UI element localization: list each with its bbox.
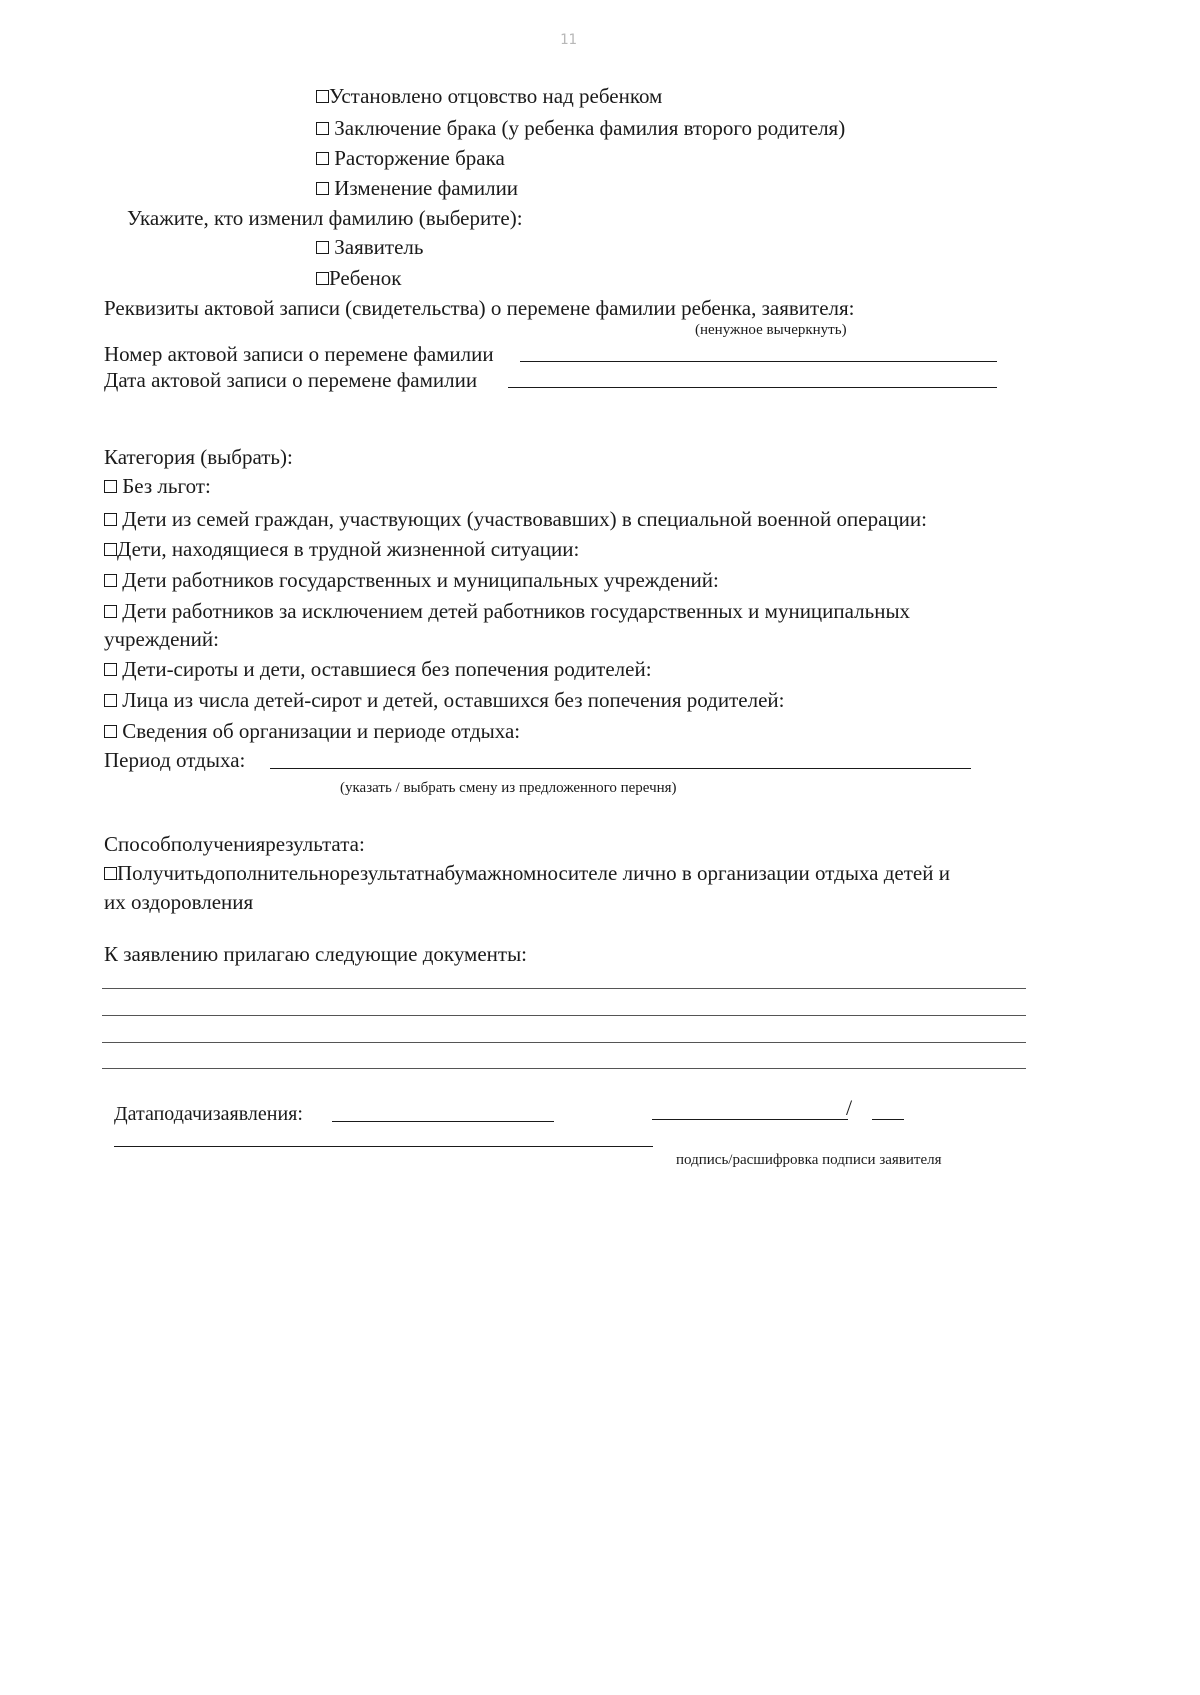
- rest-period-note: (указать / выбрать смену из предложенного перечня): [340, 780, 677, 796]
- result-method-option: [104, 860, 950, 886]
- record-details-title: Реквизиты актовой записи (свидетельства) о перемене фамилии ребенка, заявителя:: [104, 296, 855, 320]
- attached-docs-line-3[interactable]: [102, 1042, 1026, 1043]
- signature-slash: /: [846, 1095, 853, 1120]
- category-label: Сведения об организации и периоде отдыха:: [122, 719, 521, 743]
- attached-docs-line-4[interactable]: [102, 1068, 1026, 1069]
- category-title: Категория (выбрать):: [104, 445, 293, 469]
- category-no-benefits: [104, 473, 211, 499]
- attached-docs-line-2[interactable]: [102, 1015, 1026, 1016]
- category-state-employees: [104, 567, 719, 593]
- category-label: Дети работников за исключением детей работников государственных и муниципальных: [122, 599, 911, 623]
- result-method-continuation: их оздоровления: [104, 890, 254, 914]
- reason-label: Заключение брака (у ребенка фамилия второго родителя): [334, 116, 846, 140]
- reason-label: Изменение фамилии: [334, 176, 519, 200]
- category-organization-info: [104, 718, 520, 744]
- submission-date-label: Датаподачизаявления:: [114, 1103, 303, 1125]
- rest-period-field[interactable]: [270, 768, 971, 769]
- category-label: Дети-сироты и дети, оставшиеся без попечения родителей:: [122, 657, 652, 681]
- checkbox[interactable]: [316, 122, 329, 135]
- category-label: Дети, находящиеся в трудной жизненной ситуации:: [117, 537, 580, 561]
- category-difficult-situation: [104, 536, 579, 562]
- category-svo-families: [104, 506, 927, 532]
- option-child: [316, 265, 401, 291]
- category-label: Без льгот:: [122, 474, 211, 498]
- reason-label: Расторжение брака: [334, 146, 505, 170]
- attached-docs-line-1[interactable]: [102, 988, 1026, 989]
- rest-period-label: Период отдыха:: [104, 748, 246, 772]
- checkbox[interactable]: [104, 694, 117, 707]
- record-date-label: Дата актовой записи о перемене фамилии: [104, 368, 478, 392]
- reason-divorce: [316, 145, 505, 171]
- checkbox[interactable]: [104, 574, 117, 587]
- reason-surname-change: [316, 175, 518, 201]
- option-applicant: [316, 234, 423, 260]
- checkbox[interactable]: [316, 241, 329, 254]
- who-changed-prompt: Укажите, кто изменил фамилию (выберите):: [127, 206, 523, 230]
- checkbox[interactable]: [104, 543, 117, 556]
- category-other-employees-continuation: учреждений:: [104, 627, 219, 651]
- checkbox[interactable]: [316, 90, 329, 103]
- record-details-note: (ненужное вычеркнуть): [695, 322, 847, 338]
- checkbox[interactable]: [104, 867, 117, 880]
- checkbox[interactable]: [104, 513, 117, 526]
- checkbox[interactable]: [104, 605, 117, 618]
- category-label: Дети работников государственных и муниципальных учреждений:: [122, 568, 719, 592]
- extra-signature-line[interactable]: [114, 1146, 653, 1147]
- checkbox[interactable]: [316, 182, 329, 195]
- category-former-orphans: [104, 687, 784, 713]
- option-label: Ребенок: [329, 266, 402, 290]
- checkbox[interactable]: [316, 272, 329, 285]
- submission-date-field[interactable]: [332, 1121, 554, 1122]
- category-orphans: [104, 656, 652, 682]
- checkbox[interactable]: [316, 152, 329, 165]
- attached-docs-title: К заявлению прилагаю следующие документы:: [104, 942, 528, 966]
- checkbox[interactable]: [104, 480, 117, 493]
- record-number-field[interactable]: [520, 361, 997, 362]
- reason-marriage: [316, 115, 845, 141]
- signature-caption: подпись/расшифровка подписи заявителя: [676, 1152, 942, 1168]
- checkbox[interactable]: [104, 725, 117, 738]
- reason-paternity: [316, 83, 662, 109]
- signature-decryption-field[interactable]: [872, 1119, 904, 1120]
- option-label: Заявитель: [334, 235, 424, 259]
- reason-label: Установлено отцовство над ребенком: [329, 84, 663, 108]
- checkbox[interactable]: [104, 663, 117, 676]
- result-method-title: Способполучениярезультата:: [104, 832, 365, 856]
- page-number: 11: [560, 32, 577, 48]
- record-number-label: Номер актовой записи о перемене фамилии: [104, 342, 494, 366]
- record-date-field[interactable]: [508, 387, 997, 388]
- category-label: Дети из семей граждан, участвующих (участвовавших) в специальной военной операции:: [122, 507, 927, 531]
- signature-field[interactable]: [652, 1119, 848, 1120]
- category-label: Лица из числа детей-сирот и детей, оставшихся без попечения родителей:: [122, 688, 785, 712]
- category-other-employees: [104, 598, 910, 624]
- result-method-label: Получитьдополнительнорезультатнабумажномносителе лично в организации отдыха детей и: [117, 861, 950, 885]
